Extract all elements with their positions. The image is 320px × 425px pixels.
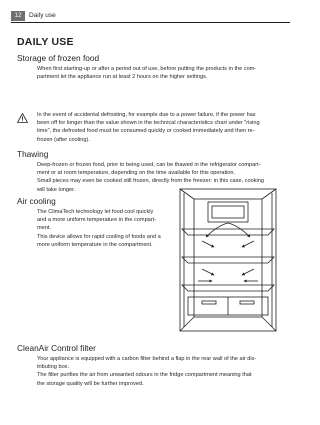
section-heading-air-cooling: Air cooling <box>17 196 56 206</box>
storage-paragraph <box>37 65 285 81</box>
cleanair-paragraph <box>37 355 285 388</box>
text-line: ment. <box>37 225 51 232</box>
warning-paragraph <box>37 111 285 144</box>
text-line: Your appliance is equipped with a carbon filter behind a flap in the rear wall of the air dis- <box>37 356 257 362</box>
text-line: Small pieces may even be cooked still frozen, directly from the freezer: in this case, cooking <box>37 178 264 185</box>
warning-triangle-icon <box>17 113 28 123</box>
text-line: When first starting-up or after a period out of use, before putting the products in the com- <box>37 66 257 72</box>
page-header <box>0 11 300 22</box>
running-title: Daily use <box>29 12 56 19</box>
text-line: ment or at room temperature, depending on the time available for this operation. <box>37 170 236 177</box>
text-line: partment let the appliance run at least 2 hours on the higher settings. <box>37 74 208 81</box>
text-line: tributing box. <box>37 364 70 371</box>
text-line: Deep-frozen or frozen food, prior to being used, can be thawed in the refrigerator compart- <box>37 162 261 168</box>
section-heading-thawing: Thawing <box>17 149 49 159</box>
air-cooling-paragraph <box>37 208 167 249</box>
text-line: The ClimaTech technology let food cool quickly <box>37 209 154 215</box>
fridge-interior-illustration <box>168 185 288 335</box>
header-rule <box>11 22 290 23</box>
page-title: DAILY USE <box>17 36 74 48</box>
text-line: and a more uniform temperature in the compart- <box>37 217 157 224</box>
text-line: In the event of accidental defrosting, for example due to a power failure, if the power has <box>37 112 256 118</box>
text-line: The filter purifies the air from unwanted odours in the fridge compartment meaning that <box>37 372 252 379</box>
text-line: This device allows for rapid cooling of foods and a <box>37 233 161 240</box>
section-heading-storage: Storage of frozen food <box>17 53 100 63</box>
page-number: 12 <box>11 11 25 21</box>
text-line: the storage quality will be further improved. <box>37 380 144 387</box>
text-line: more uniform temperature in the compartment. <box>37 241 153 248</box>
text-line: will take longer. <box>37 186 76 193</box>
text-line: time", the defrosted food must be consumed quickly or cooked immediately and then re- <box>37 128 255 135</box>
text-line: frozen (after cooling). <box>37 136 90 143</box>
text-line: been off for longer than the value shown in the technical characteristics chart under "rising <box>37 120 260 127</box>
section-heading-cleanair: CleanAir Control filter <box>17 343 96 353</box>
